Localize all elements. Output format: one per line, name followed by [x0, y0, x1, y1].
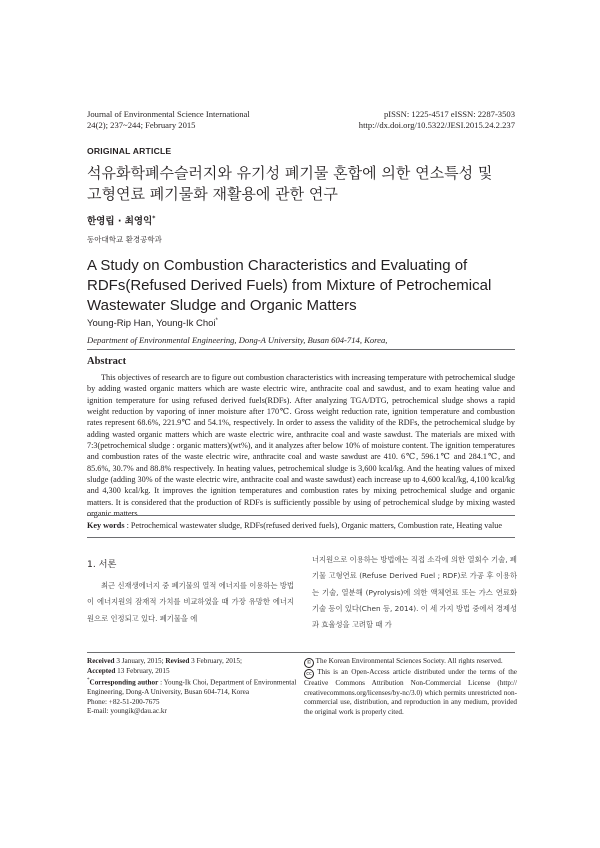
copyright-icon: ©: [304, 658, 314, 668]
corresponding-label: Corresponding author: [89, 678, 159, 687]
english-title-line2: RDFs(Refused Derived Fuels) from Mixture of Petrochemical: [87, 277, 492, 294]
email[interactable]: E-mail: youngik@dau.ac.kr: [87, 707, 167, 716]
abstract-text: This objectives of research are to figure out combustion characteristics with increasing temperature with petrochemical sludge by adding wasted organic matters which are waste electric wire, anthracite coal and sawdust, and to exam heating value and ignition temperature for using refused derived fuels(RDFs). After analyzing TGA/DTG, petrochemical sludge shows a rapid weight reduction by vaporing of inner moisture after 170℃. Gross weight reduction rate, ignition temperature and combustion rates represent 68.6%, 221.9℃ and 54.1%, respectively. In order to assess the validity of the RDFs, the petrochemical sludge by adding wasted organic matters which are waste electric wire, anthracite coal and waste sawdust. The materials are mixed with 7:3(petrochemical sludge : organic matters)(wt%), and it analyzes after below 10% of moisture content. The ignition temperatures and combustion rates of the waste electric wire, anthracite coal and waste sawdust are 410. 6℃, 596.1℃ and 284.1℃, and 85.6%, 30.7% and 88.8% respectively. In heating values, petrochemical sludge is 3,600 kcal/kg. And the heating values of mixed sludge (adding 30% of the waste electric wire, anthracite coal and waste sawdust) each increase up to 4,600 kcal/kg, 4,100 kcal/kg and 4,300 kcal/kg. It improves the ignition temperatures and combustion rates by mixing petrochemical sludge and organic matters. It is considered that the production of RDFs is sufficiently possible by using of petrochemical sludge by mixing wasted organic matters.: [87, 373, 515, 519]
korean-authors: [87, 213, 155, 227]
korean-title: [87, 163, 517, 205]
korean-affiliation: 동아대학교 환경공학과: [87, 235, 162, 244]
journal-header-left: [87, 109, 250, 131]
intro-left-column-text: 최근 신재생에너지 중 폐기물의 열적 에너지를 이용하는 방법이 에너지원의 잠재적 가치를 비교하였을 때 가장 유망한 에너지원으로 인정되고 있다. 폐기물을 에: [87, 581, 294, 623]
received-label: Received: [87, 657, 115, 665]
license-line: [304, 668, 517, 717]
license-text: This is an Open-Access article distributed under the terms of the Creative Commons Attribution Non-Commercial License (http:// creativecommons.org/licenses/by-nc/3.0) which permits unrestricted non-commercial use, distribution, and reproduction in any medium, provided the original work is properly cited.: [304, 668, 517, 716]
article-history-footnote: [87, 657, 297, 717]
article-type-label: ORIGINAL ARTICLE: [87, 146, 172, 156]
abstract-top-rule: [87, 349, 515, 350]
volume-pages: 24(2); 237~244; February 2015: [87, 120, 196, 130]
corresponding-mark: *: [87, 678, 90, 684]
creative-commons-icon: cc: [304, 669, 314, 679]
copyright-line: [304, 657, 517, 668]
keywords-text: : Petrochemical wastewater sludge, RDFs(refused derived fuels), Organic matters, Combustion rate, Heating value: [124, 521, 503, 530]
journal-header-right: [359, 109, 515, 131]
english-author-mark: *: [215, 318, 218, 324]
phone: Phone: +82-51-200-7675: [87, 697, 160, 706]
accepted-date: 13 February, 2015: [115, 666, 170, 675]
revised-label: Revised: [165, 657, 190, 665]
footnote-rule: [87, 652, 515, 653]
revised-date: 3 February, 2015;: [189, 657, 242, 665]
keywords: [87, 521, 517, 530]
corresponding-text: : Young-Ik Choi, Department of Environmental Engineering, Dong-A University, Busan 604-714, Korea: [87, 678, 297, 697]
korean-authors-names: 한영립 · 최영익: [87, 216, 153, 227]
english-title-line3: Wastewater Sludge and Organic Matters: [87, 297, 357, 314]
doi-link[interactable]: http://dx.doi.org/10.5322/JESI.2015.24.2.237: [358, 120, 515, 130]
corresponding-author-line: [87, 676, 297, 698]
korean-author-mark: *: [152, 214, 156, 222]
keywords-label: Key words: [87, 521, 125, 530]
english-authors-names: Young-Rip Han, Young-Ik Choi: [87, 318, 216, 330]
keywords-bottom-rule: [87, 537, 515, 538]
english-title: [87, 256, 527, 316]
keywords-top-rule: [87, 515, 515, 516]
accepted-line: [87, 667, 297, 677]
korean-title-line1: 석유화학폐수슬러지와 유기성 폐기물 혼합에 의한 연소특성 및: [87, 164, 493, 182]
intro-right-column-text: 너지원으로 이용하는 방법에는 직접 소각에 의한 열회수 기술, 폐기물 고형연료 (Refuse Derived Fuel ; RDF)로 가공 후 이용하는 기술, 열분해 (Pyrolysis)에 의한 액체연료 또는 가스 연료화 기술 등이 있다(Chen 등, 2014). 이 세 가지 방법 중에서 경제성과 효율성을 고려할 때 가: [312, 555, 517, 630]
english-authors: [87, 318, 218, 329]
journal-name: Journal of Environmental Science International: [87, 109, 250, 119]
korean-title-line2: 고형연료 폐기물화 재활용에 관한 연구: [87, 185, 338, 203]
accepted-label: Accepted: [87, 666, 116, 675]
intro-heading: 1. 서론: [87, 559, 117, 570]
received-date: 3 January, 2015;: [114, 657, 166, 665]
issn: pISSN: 1225-4517 eISSN: 2287-3503: [383, 109, 515, 119]
english-title-line1: A Study on Combustion Characteristics and Evaluating of: [87, 257, 468, 274]
english-affiliation: Department of Environmental Engineering, Dong-A University, Busan 604-714, Korea,: [87, 335, 388, 345]
copyright-notice: [304, 657, 517, 717]
copyright-text: The Korean Environmental Sciences Society. All rights reserved.: [315, 657, 503, 665]
abstract-heading: Abstract: [87, 356, 127, 367]
received-revised-line: [87, 657, 297, 667]
